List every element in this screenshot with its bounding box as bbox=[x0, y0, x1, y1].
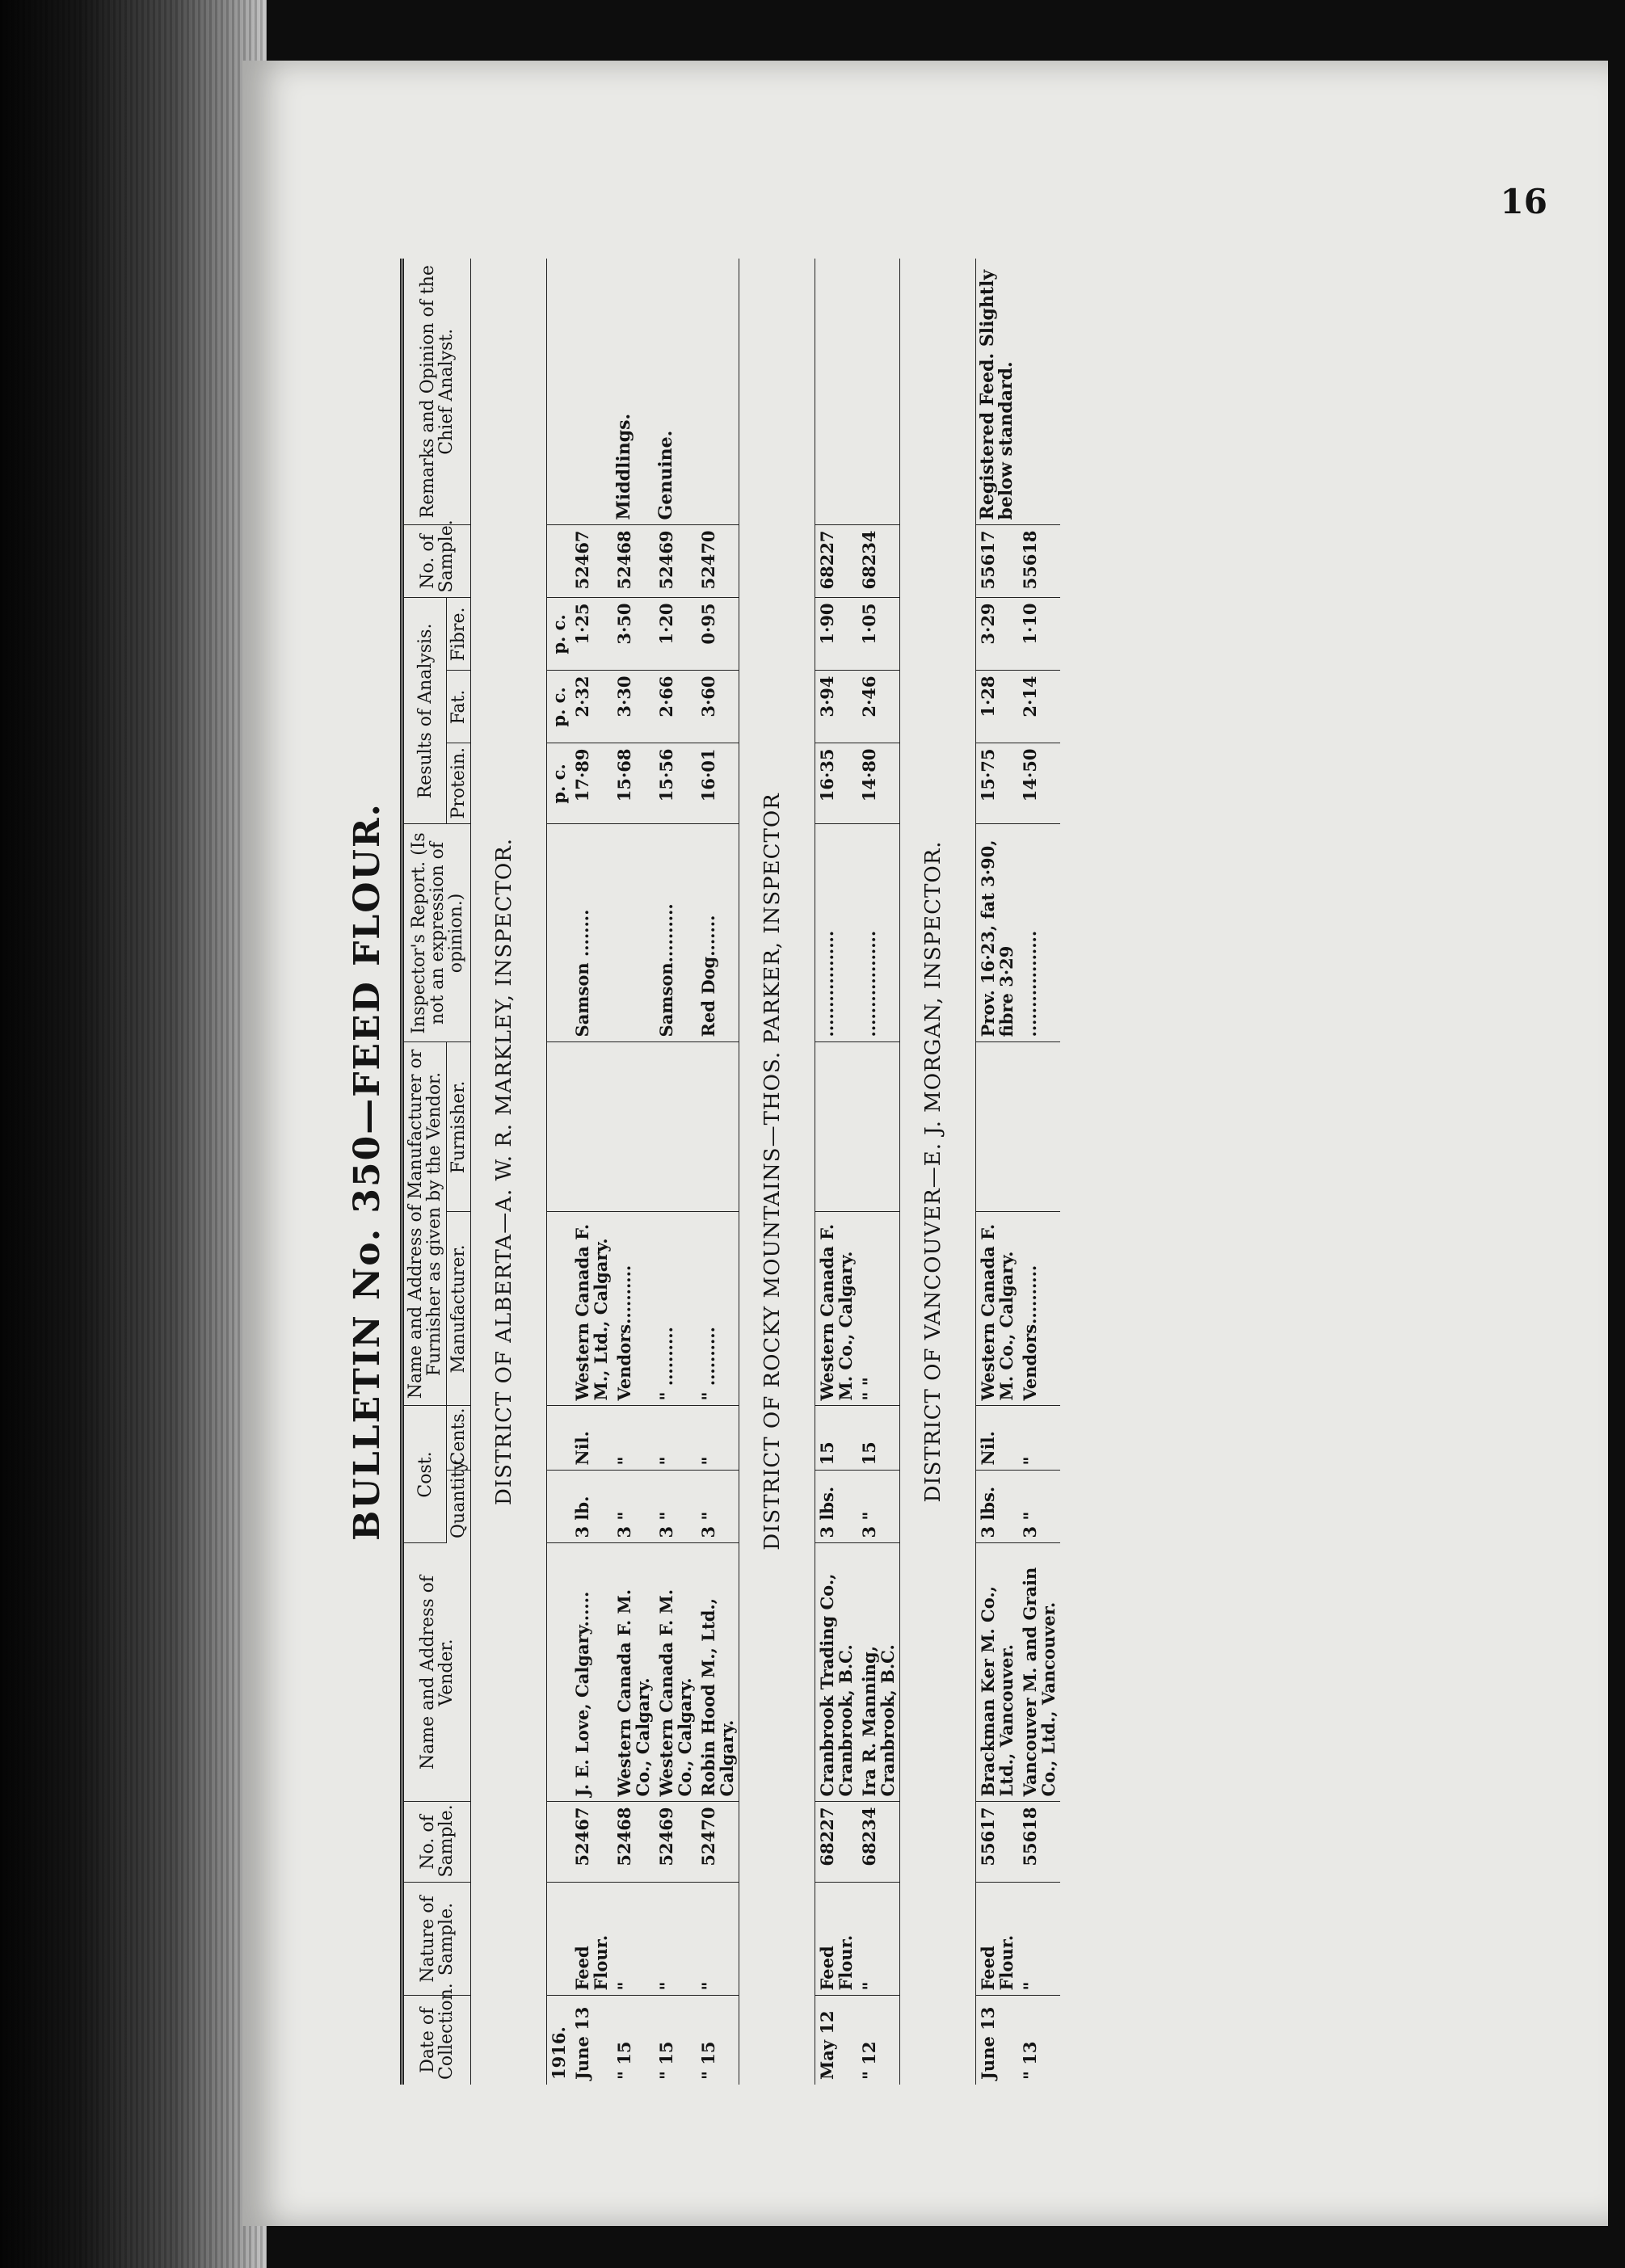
nature: " bbox=[697, 1883, 739, 1996]
manufacturer: Vendors.......... bbox=[613, 1212, 655, 1406]
furnisher bbox=[655, 1042, 697, 1212]
scanned-page bbox=[242, 61, 1608, 2226]
header-protein: Protein. bbox=[447, 743, 471, 824]
remark: Genuine. bbox=[655, 259, 697, 525]
day: 13 bbox=[572, 2006, 592, 2030]
table-row bbox=[697, 259, 739, 2085]
month: " bbox=[614, 2071, 634, 2080]
fat: 3·30 bbox=[613, 671, 655, 743]
unit-fibre: p. c. bbox=[547, 598, 571, 671]
sample-no-2: 52469 bbox=[655, 525, 697, 598]
header-remarks: Remarks and Opinion of the Chief Analyst. bbox=[402, 259, 471, 525]
manufacturer: " .......... bbox=[697, 1212, 739, 1406]
header-cents: Cents. bbox=[447, 1406, 471, 1471]
vender: Western Canada F. M. Co., Calgary. bbox=[655, 1543, 697, 1802]
remark: Registered Feed. Slightly below standard. bbox=[976, 259, 1019, 525]
nature: Feed Flour. bbox=[976, 1883, 1019, 1996]
manufacturer: Western Canada F. M. Co., Calgary. bbox=[976, 1212, 1019, 1406]
furnisher bbox=[815, 1042, 858, 1212]
rotated-table-block bbox=[311, 242, 1426, 2101]
sample-no: 52467 bbox=[570, 1802, 613, 1883]
header-fat: Fat. bbox=[447, 671, 471, 743]
furnisher bbox=[570, 1042, 613, 1212]
header-quantity: Quantity. bbox=[447, 1471, 471, 1543]
fibre: 1·05 bbox=[857, 598, 900, 671]
table-row bbox=[655, 259, 697, 2085]
month: June bbox=[572, 2036, 592, 2080]
remark: Middlings. bbox=[613, 259, 655, 525]
feed-flour-table bbox=[400, 259, 1060, 2085]
fibre: 1·90 bbox=[815, 598, 858, 671]
protein: 15·75 bbox=[976, 743, 1019, 824]
table-row bbox=[570, 259, 613, 2085]
header-sample-no: No. of Sample. bbox=[402, 1802, 471, 1883]
inspector-report: .................. bbox=[1018, 824, 1060, 1042]
quantity: 3 lbs. bbox=[976, 1471, 1019, 1543]
furnisher bbox=[976, 1042, 1019, 1212]
sample-no: 68227 bbox=[815, 1802, 858, 1883]
manufacturer: " " bbox=[857, 1212, 900, 1406]
furnisher bbox=[857, 1042, 900, 1212]
header-results: Results of Analysis. bbox=[402, 598, 447, 824]
inspector-report: .................. bbox=[857, 824, 900, 1042]
header-inspector: Inspector's Report. (Is not an expression of opinion.) bbox=[402, 824, 471, 1042]
table-row bbox=[857, 259, 900, 2085]
sample-no: 55617 bbox=[976, 1802, 1019, 1883]
units-row bbox=[547, 259, 571, 2085]
fibre: 0·95 bbox=[697, 598, 739, 671]
cents: Nil. bbox=[570, 1406, 613, 1471]
month: " bbox=[1020, 2071, 1040, 2080]
district-heading-rocky-mountains: DISTRICT OF ROCKY MOUNTAINS—THOS. PARKER, INSPECTOR bbox=[739, 259, 815, 2085]
vender: Vancouver M. and Grain Co., Ltd., Vancouver. bbox=[1018, 1543, 1060, 1802]
cents: 15 bbox=[815, 1406, 858, 1471]
remark bbox=[815, 259, 858, 525]
nature: Feed Flour. bbox=[815, 1883, 858, 1996]
inspector-report bbox=[613, 824, 655, 1042]
fat: 1·28 bbox=[976, 671, 1019, 743]
cents: " bbox=[655, 1406, 697, 1471]
furnisher bbox=[613, 1042, 655, 1212]
day: 13 bbox=[978, 2006, 998, 2030]
bulletin-title: BULLETIN No. 350—FEED FLOUR. bbox=[347, 802, 388, 1541]
vender: Western Canada F. M. Co., Calgary. bbox=[613, 1543, 655, 1802]
remark bbox=[857, 259, 900, 525]
vender: Brackman Ker M. Co., Ltd., Vancouver. bbox=[976, 1543, 1019, 1802]
header-vender: Name and Address of Vender. bbox=[402, 1543, 471, 1802]
nature: " bbox=[655, 1883, 697, 1996]
quantity: 3 " bbox=[1018, 1471, 1060, 1543]
month: " bbox=[656, 2071, 676, 2080]
inspector-report: Samson.......... bbox=[655, 824, 697, 1042]
fibre: 3·50 bbox=[613, 598, 655, 671]
header-fibre: Fibre. bbox=[447, 598, 471, 671]
manufacturer: Vendors.......... bbox=[1018, 1212, 1060, 1406]
sample-no-2: 52468 bbox=[613, 525, 655, 598]
protein: 17·89 bbox=[570, 743, 613, 824]
vender: Ira R. Manning, Cranbrook, B.C. bbox=[857, 1543, 900, 1802]
inspector-report: Prov. 16·23, fat 3·90, fibre 3·29 bbox=[976, 824, 1019, 1042]
manufacturer: Western Canada F. M. Co., Calgary. bbox=[815, 1212, 858, 1406]
table-row bbox=[976, 259, 1019, 2085]
fat: 2·32 bbox=[570, 671, 613, 743]
furnisher bbox=[1018, 1042, 1060, 1212]
quantity: 3 " bbox=[857, 1471, 900, 1543]
inspector-report: .................. bbox=[815, 824, 858, 1042]
district-heading-alberta: DISTRICT OF ALBERTA—A. W. R. MARKLEY, INSPECTOR. bbox=[471, 259, 547, 2085]
nature: " bbox=[857, 1883, 900, 1996]
day: 12 bbox=[859, 2041, 879, 2065]
month: " bbox=[859, 2071, 879, 2080]
header-furnisher: Furnisher. bbox=[447, 1042, 471, 1212]
unit-protein: p. c. bbox=[547, 743, 571, 824]
fat: 2·66 bbox=[655, 671, 697, 743]
header-manufacturer: Manufacturer. bbox=[447, 1212, 471, 1406]
sample-no: 68234 bbox=[857, 1802, 900, 1883]
nature: " bbox=[613, 1883, 655, 1996]
quantity: 3 " bbox=[613, 1471, 655, 1543]
month: June bbox=[978, 2036, 998, 2080]
vender: Cranbrook Trading Co., Cranbrook, B.C. bbox=[815, 1543, 858, 1802]
month: May bbox=[817, 2039, 837, 2080]
header-mfr-group: Name and Address of Manufacturer or Furnisher as given by the Vendor. bbox=[402, 1042, 447, 1406]
protein: 14·80 bbox=[857, 743, 900, 824]
district-heading-vancouver: DISTRICT OF VANCOUVER—E. J. MORGAN, INSPECTOR. bbox=[900, 259, 976, 2085]
page-number: 16 bbox=[1500, 182, 1547, 221]
inspector-report: Samson ........ bbox=[570, 824, 613, 1042]
sample-no: 55618 bbox=[1018, 1802, 1060, 1883]
header-cost: Cost. bbox=[402, 1406, 447, 1543]
sample-no: 52470 bbox=[697, 1802, 739, 1883]
manufacturer: Western Canada F. M., Ltd., Calgary. bbox=[570, 1212, 613, 1406]
cents: " bbox=[613, 1406, 655, 1471]
cents: 15 bbox=[857, 1406, 900, 1471]
fibre: 1·25 bbox=[570, 598, 613, 671]
sample-no: 52469 bbox=[655, 1802, 697, 1883]
day: 15 bbox=[614, 2041, 634, 2065]
remark bbox=[1018, 259, 1060, 525]
fat: 3·60 bbox=[697, 671, 739, 743]
vender: Robin Hood M., Ltd., Calgary. bbox=[697, 1543, 739, 1802]
day: 15 bbox=[656, 2041, 676, 2065]
fat: 2·46 bbox=[857, 671, 900, 743]
protein: 16·01 bbox=[697, 743, 739, 824]
quantity: 3 lb. bbox=[570, 1471, 613, 1543]
sample-no-2: 55618 bbox=[1018, 525, 1060, 598]
fibre: 1·10 bbox=[1018, 598, 1060, 671]
day: 12 bbox=[817, 2010, 837, 2034]
day: 13 bbox=[1020, 2041, 1040, 2065]
sample-no-2: 52467 bbox=[570, 525, 613, 598]
protein: 14·50 bbox=[1018, 743, 1060, 824]
day: 15 bbox=[698, 2041, 718, 2065]
protein: 15·56 bbox=[655, 743, 697, 824]
cents: Nil. bbox=[976, 1406, 1019, 1471]
sample-no-2: 68227 bbox=[815, 525, 858, 598]
protein: 16·35 bbox=[815, 743, 858, 824]
vender: J. E. Love, Calgary...... bbox=[570, 1543, 613, 1802]
inspector-report: Red Dog....... bbox=[697, 824, 739, 1042]
unit-fat: p. c. bbox=[547, 671, 571, 743]
month: " bbox=[698, 2071, 718, 2080]
cents: " bbox=[697, 1406, 739, 1471]
manufacturer: " .......... bbox=[655, 1212, 697, 1406]
furnisher bbox=[697, 1042, 739, 1212]
quantity: 3 " bbox=[655, 1471, 697, 1543]
nature: Feed Flour. bbox=[570, 1883, 613, 1996]
table-row bbox=[815, 259, 858, 2085]
remark bbox=[697, 259, 739, 525]
table-row bbox=[1018, 259, 1060, 2085]
sample-no-2: 55617 bbox=[976, 525, 1019, 598]
protein: 15·68 bbox=[613, 743, 655, 824]
fat: 2·14 bbox=[1018, 671, 1060, 743]
book-binding bbox=[0, 0, 267, 2268]
nature: " bbox=[1018, 1883, 1060, 1996]
sample-no: 52468 bbox=[613, 1802, 655, 1883]
sample-no-2: 52470 bbox=[697, 525, 739, 598]
fibre: 1·20 bbox=[655, 598, 697, 671]
header-date: Date of Collection. bbox=[402, 1996, 471, 2085]
year: 1916. bbox=[549, 2026, 569, 2080]
remark bbox=[570, 259, 613, 525]
cents: " bbox=[1018, 1406, 1060, 1471]
header-sample-no-2: No. of Sample. bbox=[402, 525, 471, 598]
header-nature: Nature of Sample. bbox=[402, 1883, 471, 1996]
quantity: 3 lbs. bbox=[815, 1471, 858, 1543]
table-row bbox=[613, 259, 655, 2085]
quantity: 3 " bbox=[697, 1471, 739, 1543]
fibre: 3·29 bbox=[976, 598, 1019, 671]
fat: 3·94 bbox=[815, 671, 858, 743]
sample-no-2: 68234 bbox=[857, 525, 900, 598]
